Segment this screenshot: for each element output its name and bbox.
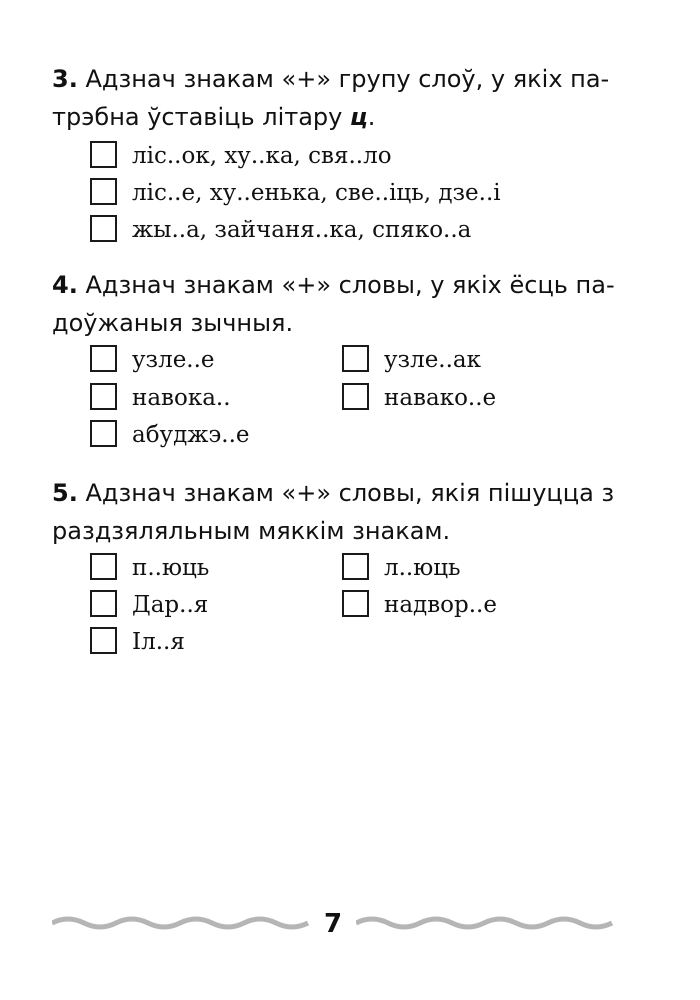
- task4-option-2: узле..ак: [384, 347, 482, 373]
- checkbox-task4-3[interactable]: [90, 383, 117, 410]
- checkbox-task5-3[interactable]: [90, 590, 117, 617]
- task-5-number: 5.: [52, 479, 78, 507]
- task4-option-3: навока..: [132, 385, 231, 411]
- checkbox-task5-2[interactable]: [342, 553, 369, 580]
- task5-option-4: надвор..е: [384, 592, 497, 618]
- checkbox-task4-2[interactable]: [342, 345, 369, 372]
- task-5-text: Адзнач знакам «+» словы, якія пішуцца з раздзяляльным мяккім знакам.: [52, 479, 615, 545]
- checkbox-task3-2[interactable]: [90, 178, 117, 205]
- checkbox-task4-5[interactable]: [90, 420, 117, 447]
- task-3-text-end: .: [367, 103, 376, 131]
- checkbox-task5-4[interactable]: [342, 590, 369, 617]
- footer-wave-left: [52, 914, 310, 932]
- task-3-number: 3.: [52, 65, 78, 93]
- task5-option-1: п..юць: [132, 555, 210, 581]
- checkbox-task4-1[interactable]: [90, 345, 117, 372]
- task3-option-1: ліс..ок, ху..ка, свя..ло: [132, 143, 392, 169]
- task-3-text: Адзнач знакам «+» групу слоў, у якіх па-трэбна ўставіць літару: [52, 65, 610, 131]
- task5-option-5: Іл..я: [132, 629, 185, 655]
- page-number: 7: [323, 909, 343, 939]
- task5-option-2: л..юць: [384, 555, 461, 581]
- checkbox-task3-3[interactable]: [90, 215, 117, 242]
- task4-option-1: узле..е: [132, 347, 215, 373]
- checkbox-task4-4[interactable]: [342, 383, 369, 410]
- checkbox-task3-1[interactable]: [90, 141, 117, 168]
- task4-option-4: навако..е: [384, 385, 497, 411]
- task3-option-3: жы..а, зайчаня..ка, спяко..а: [132, 217, 472, 243]
- task-4-number: 4.: [52, 271, 78, 299]
- task-3-instruction: [52, 60, 622, 136]
- task3-option-2: ліс..е, ху..енька, све..іць, дзе..і: [132, 180, 501, 206]
- task-5-instruction: [52, 474, 622, 550]
- task4-option-5: абуджэ..е: [132, 422, 250, 448]
- checkbox-task5-1[interactable]: [90, 553, 117, 580]
- task-4-text: Адзнач знакам «+» словы, у якіх ёсць па-доўжаныя зычныя.: [52, 271, 615, 337]
- task-3-letter: ц: [349, 103, 368, 131]
- checkbox-task5-5[interactable]: [90, 627, 117, 654]
- task5-option-3: Дар..я: [132, 592, 209, 618]
- footer-wave-right: [356, 914, 614, 932]
- task-4-instruction: [52, 266, 622, 342]
